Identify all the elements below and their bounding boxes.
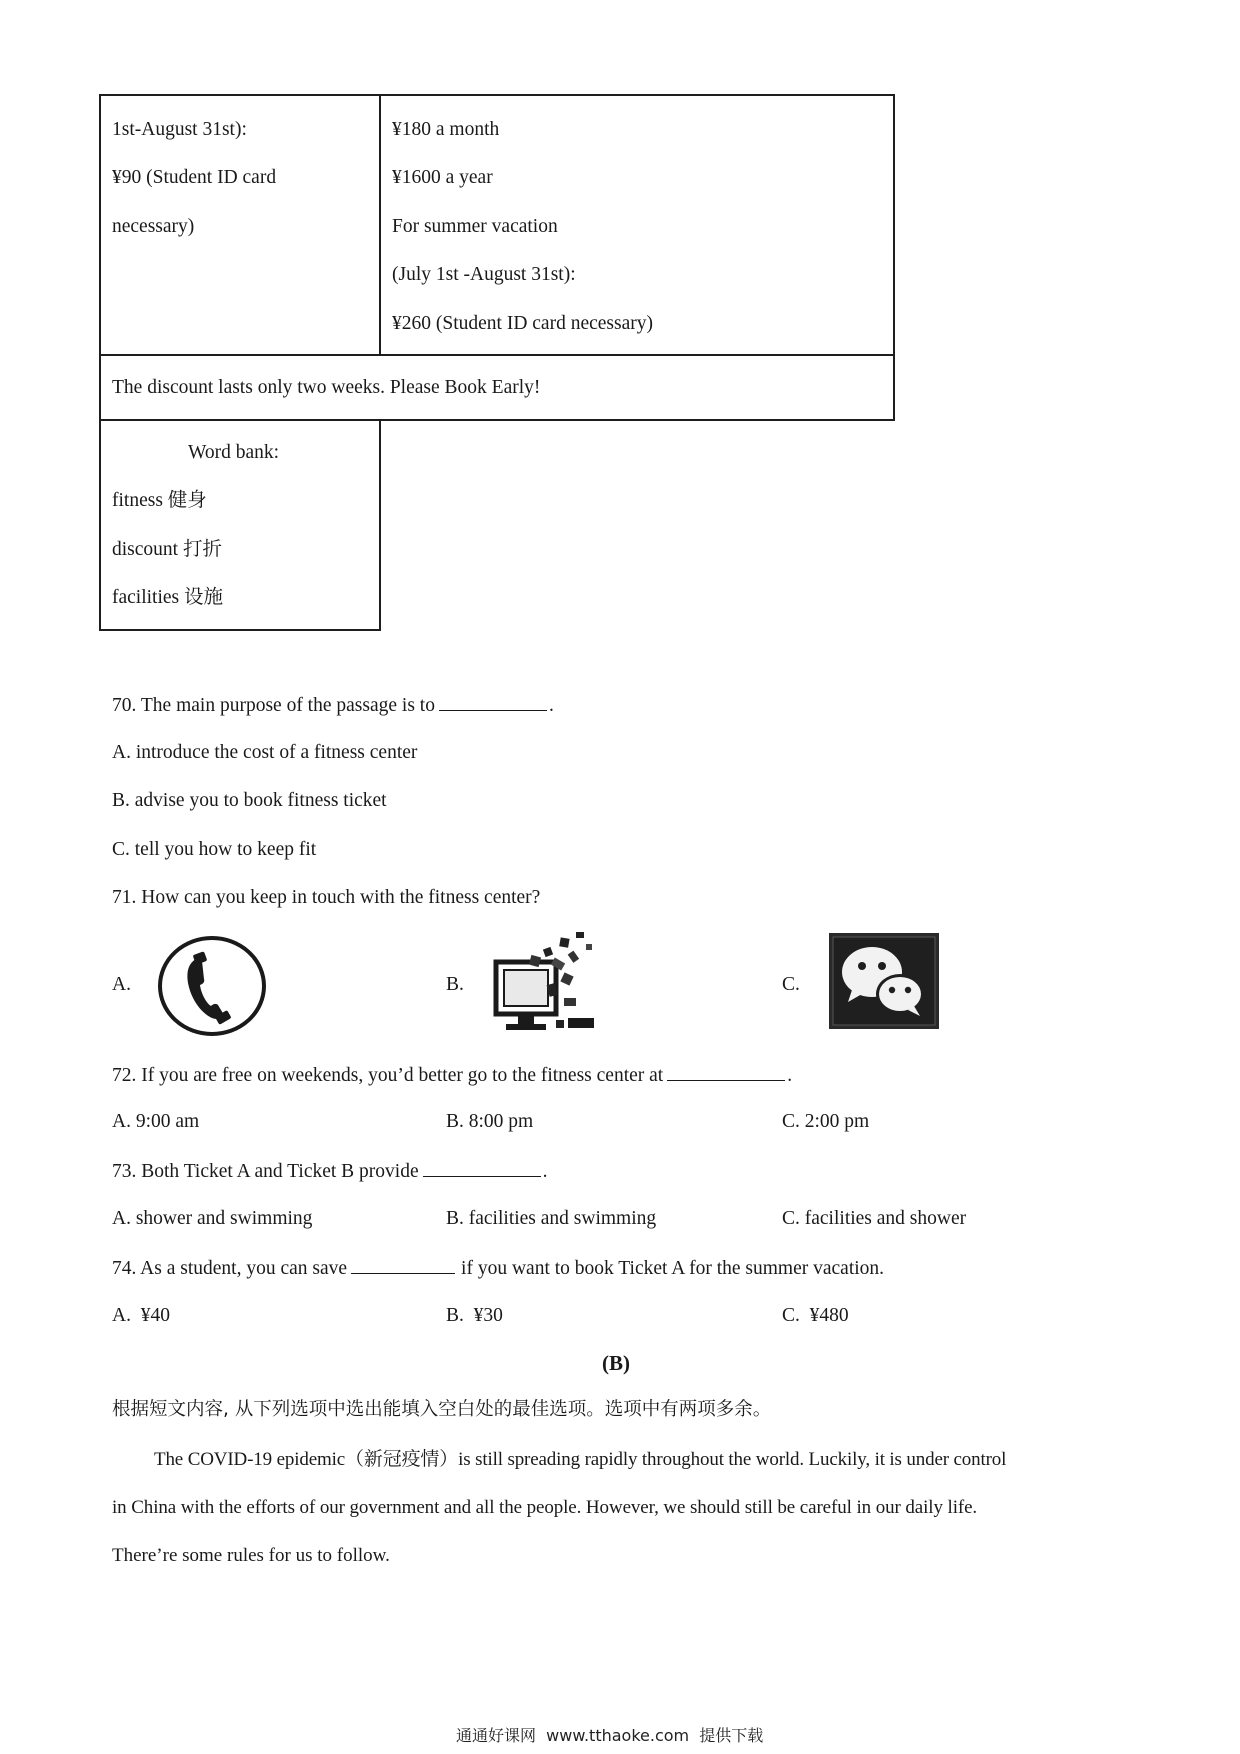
option-c: C. tell you how to keep fit — [112, 839, 317, 860]
option-b-label: B. — [446, 974, 464, 995]
paragraph-line: There’re some rules for us to follow. — [112, 1545, 390, 1566]
option-a: A. introduce the cost of a fitness center — [112, 742, 418, 763]
section-heading: (B) — [602, 1351, 630, 1375]
option-c: C. facilities and shower — [782, 1208, 967, 1229]
page-footer: 通通好课网 www.tthaoke.com 提供下载 — [456, 1726, 764, 1745]
table-cell-text: 1st-August 31st): — [112, 119, 247, 140]
table-cell-text: ¥1600 a year — [392, 167, 493, 188]
table-cell-text: ¥90 (Student ID card — [112, 167, 277, 188]
question-suffix: if you want to book Ticket A for the summer vacation. — [461, 1258, 885, 1279]
option-b: B. 8:00 pm — [446, 1111, 534, 1132]
question-suffix: . — [542, 1161, 548, 1182]
option-a-label: A. — [112, 974, 131, 995]
question-71: 71. How can you keep in touch with the fitness center? — [112, 887, 541, 908]
word-bank-item: facilities 设施 — [112, 587, 224, 608]
table-cell-text: For summer vacation — [392, 216, 558, 237]
option-b: B. advise you to book fitness ticket — [112, 790, 387, 811]
question-suffix: . — [787, 1065, 793, 1086]
option-b: B. facilities and swimming — [446, 1208, 657, 1229]
word-bank-item: discount 打折 — [112, 539, 222, 560]
table-cell-text: necessary) — [112, 216, 195, 237]
paragraph-line: in China with the efforts of our government and all the people. However, we should still be careful in our daily life. — [112, 1497, 978, 1518]
option-a: A. 9:00 am — [112, 1111, 200, 1132]
table-cell-text: ¥180 a month — [392, 119, 500, 140]
answer-blank[interactable] — [439, 694, 547, 711]
option-a: A. shower and swimming — [112, 1208, 313, 1229]
computer-icon — [490, 926, 610, 1038]
question-73 — [112, 1160, 548, 1182]
question-72 — [112, 1064, 792, 1086]
wechat-icon — [828, 932, 940, 1030]
discount-notice: The discount lasts only two weeks. Please Book Early! — [112, 377, 541, 398]
table-frame — [99, 94, 895, 421]
question-text: 74. As a student, you can save — [112, 1258, 348, 1279]
option-b: B. ¥30 — [446, 1305, 503, 1326]
option-c: C. 2:00 pm — [782, 1111, 870, 1132]
word-bank-title: Word bank: — [188, 442, 280, 463]
table-divider — [99, 354, 895, 356]
question-70 — [112, 694, 554, 716]
option-c-label: C. — [782, 974, 800, 995]
question-text: 73. Both Ticket A and Ticket B provide — [112, 1161, 419, 1182]
table-cell-text: ¥260 (Student ID card necessary) — [392, 313, 653, 334]
word-bank-item: fitness 健身 — [112, 490, 207, 511]
question-text: 72. If you are free on weekends, you’d better go to the fitness center at — [112, 1065, 664, 1086]
answer-blank[interactable] — [351, 1257, 455, 1274]
answer-blank[interactable] — [423, 1160, 541, 1177]
table-divider — [379, 94, 381, 356]
question-suffix: . — [548, 695, 554, 716]
question-text: 70. The main purpose of the passage is to — [112, 695, 435, 716]
table-cell-text: (July 1st -August 31st): — [392, 264, 576, 285]
answer-blank[interactable] — [667, 1064, 785, 1081]
question-74 — [112, 1257, 884, 1279]
paragraph-line: The COVID-19 epidemic（新冠疫情）is still spreading rapidly throughout the world. Luckily, it is under control — [154, 1449, 1007, 1470]
section-instruction: 根据短文内容, 从下列选项中选出能填入空白处的最佳选项。选项中有两项多余。 — [112, 1399, 772, 1420]
option-c: C. ¥480 — [782, 1305, 849, 1326]
option-a: A. ¥40 — [112, 1305, 170, 1326]
telephone-icon — [156, 933, 268, 1039]
